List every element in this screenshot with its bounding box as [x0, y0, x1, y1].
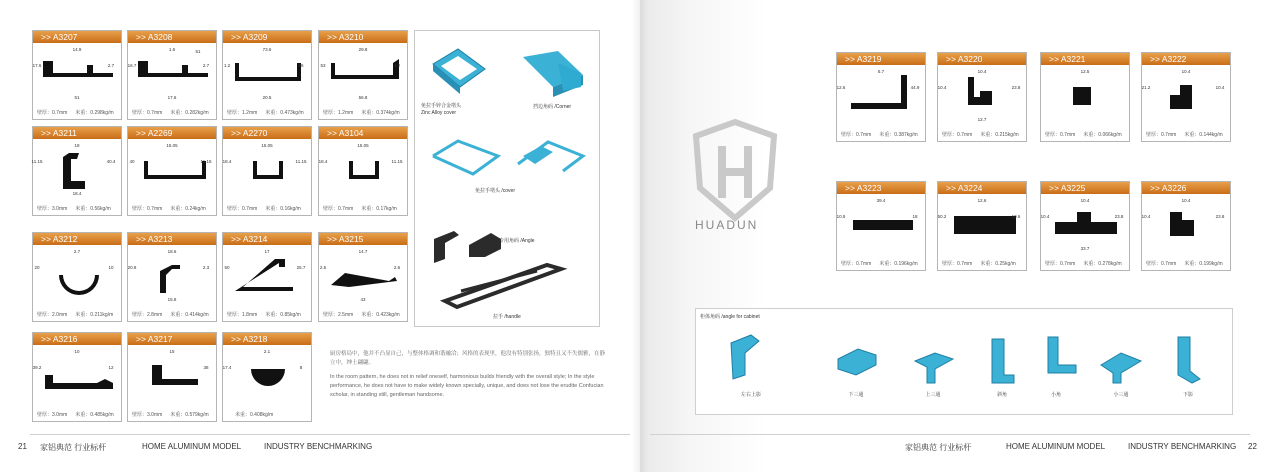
profile-section-shape [331, 59, 399, 79]
meter-weight: 米重：0.56kg/m [75, 206, 111, 212]
right-footer-zh: 家铝典范 行业标杆 [905, 443, 972, 452]
cabinet-angle-image [905, 331, 961, 387]
zinc-cover-label: 免拉手锌合金堵头 Zinc Alloy cover [421, 103, 462, 116]
meter-weight: 米重：0.423kg/m [361, 312, 400, 318]
dimension-label: 10.6 [1011, 214, 1021, 219]
profile-specs [1041, 131, 1129, 138]
cabinet-angle-image [1028, 331, 1084, 387]
dimension-label: 11.15 [200, 159, 212, 164]
profile-specs [223, 311, 311, 318]
profile-card-a3221 [1040, 52, 1130, 142]
right-footer-en1: HOME ALUMINUM MODEL [1006, 442, 1106, 451]
profile-section-shape [1055, 212, 1117, 234]
meter-weight: 米重：0.85kg/m [265, 312, 301, 318]
dimension-label: 73.6 [262, 47, 272, 52]
profile-section-diagram [319, 139, 409, 201]
handle-label: 拉手 /handle [493, 314, 521, 320]
dimension-label: 11.15 [391, 159, 403, 164]
profile-section-shape [235, 63, 301, 81]
dimension-label: 66 [298, 63, 304, 68]
meter-weight: 米重：0.199kg/m [1184, 261, 1223, 267]
dimension-label: 10.4 [1040, 214, 1050, 219]
dimension-label: 10 [74, 349, 80, 354]
profile-code: >> A3207 [33, 31, 121, 43]
dimension-label: 38 [203, 365, 209, 370]
cabinet-angle-image [828, 331, 884, 387]
profile-specs [938, 131, 1026, 138]
profile-section-shape [59, 275, 99, 295]
profile-section-diagram [128, 139, 218, 201]
dimension-label: 10.4 [937, 85, 947, 90]
dimension-label: 10.4 [1215, 85, 1225, 90]
profile-section-shape [1073, 87, 1091, 105]
profile-code: >> A3226 [1142, 182, 1230, 194]
left-footer-en1: HOME ALUMINUM MODEL [142, 442, 242, 451]
dimension-label: 17.6 [167, 95, 177, 100]
profile-specs [33, 311, 121, 318]
profile-specs [319, 205, 407, 212]
profile-specs [938, 260, 1026, 267]
dimension-label: 39.4 [876, 198, 886, 203]
meter-weight: 米重：0.485kg/m [75, 412, 114, 418]
dimension-label: 33.7 [1080, 246, 1090, 251]
wall-thickness: 壁厚：3.0mm [37, 412, 68, 418]
dimension-label: 12 [108, 365, 114, 370]
meter-weight: 米重：0.144kg/m [1184, 132, 1223, 138]
dimension-label: 1.2 [223, 63, 231, 68]
profile-specs [1041, 260, 1129, 267]
dimension-label: 1.6 [168, 47, 176, 52]
profile-card-a3104 [318, 126, 408, 216]
meter-weight: 米重：0.17kg/m [361, 206, 397, 212]
profile-card-a3213 [127, 232, 217, 322]
profile-section-diagram [837, 65, 927, 127]
profile-section-shape [853, 220, 913, 230]
dimension-label: 15.05 [357, 143, 369, 148]
profile-section-diagram [1041, 65, 1131, 127]
dimension-label: 26.7 [296, 265, 306, 270]
profile-section-diagram [223, 43, 313, 105]
profile-section-diagram [319, 43, 409, 105]
profile-code: >> A3215 [319, 233, 407, 245]
cabinet-angle-label: 下三通 [848, 392, 864, 398]
profile-section-shape [63, 153, 85, 189]
profile-specs [223, 109, 311, 116]
dimension-label: 11.15 [31, 159, 43, 164]
meter-weight: 米重：0.473kg/m [265, 110, 304, 116]
cabinet-angle-label: 斜角 [996, 392, 1008, 398]
cabinet-angle-image [974, 331, 1030, 387]
wall-thickness: 壁厚：0.7mm [1146, 132, 1177, 138]
meter-weight: 米重：0.25kg/m [980, 261, 1016, 267]
left-page-number: 21 [18, 442, 27, 451]
dimension-label: 5.7 [877, 69, 885, 74]
profile-section-shape [45, 375, 113, 389]
meter-weight: 米重：0.278kg/m [1083, 261, 1122, 267]
wall-thickness: 壁厚：0.7mm [1045, 132, 1076, 138]
profile-section-diagram [1142, 194, 1232, 256]
dimension-label: 20.5 [262, 95, 272, 100]
profile-card-a3214 [222, 232, 312, 322]
dimension-label: 2.7 [73, 249, 81, 254]
dimension-label: 16.7 [127, 63, 137, 68]
dimension-label: 43 [360, 297, 366, 302]
profile-specs [128, 411, 216, 418]
dimension-label: 2.6 [393, 265, 401, 270]
profile-card-a3222 [1141, 52, 1231, 142]
dimension-label: 21.2 [1141, 85, 1151, 90]
profile-card-a3212 [32, 232, 122, 322]
profile-code: >> A3216 [33, 333, 121, 345]
profile-card-a3217 [127, 332, 217, 422]
wall-thickness: 壁厚：2.8mm [132, 312, 163, 318]
profile-card-a3219 [836, 52, 926, 142]
dimension-label: 14.7 [358, 249, 368, 254]
meter-weight: 米重：0.408kg/m [235, 412, 274, 418]
profile-card-a3216 [32, 332, 122, 422]
dimension-label: 12.6 [836, 85, 846, 90]
wall-thickness: 壁厚：0.7mm [1146, 261, 1177, 267]
profile-section-shape [331, 273, 397, 287]
profile-card-a3208 [127, 30, 217, 120]
dimension-label: 29.8 [358, 47, 368, 52]
profile-section-diagram [128, 345, 218, 407]
profile-specs [33, 411, 121, 418]
dimension-label: 18.4 [72, 191, 82, 196]
cabinet-angle-image [1093, 331, 1149, 387]
meter-weight: 米重：0.298kg/m [75, 110, 114, 116]
profile-card-a3224 [937, 181, 1027, 271]
profile-section-shape [1170, 212, 1194, 236]
wall-thickness: 壁厚：1.2mm [323, 110, 354, 116]
profile-code: >> A3218 [223, 333, 311, 345]
profile-code: >> A3219 [837, 53, 925, 65]
wall-thickness: 壁厚：2.5mm [323, 312, 354, 318]
cabinet-angle-label: 下影 [1182, 392, 1194, 398]
dimension-label: 17 [264, 249, 270, 254]
profile-section-shape [253, 161, 283, 179]
profile-card-a2270 [222, 126, 312, 216]
cabinet-angle-title: 柜体角码 /angle for cabinet [700, 314, 760, 320]
dimension-label: 2.5 [319, 265, 327, 270]
cover-image [423, 126, 593, 186]
profile-code: >> A3222 [1142, 53, 1230, 65]
profile-section-shape [954, 216, 1016, 234]
profile-section-shape [144, 161, 206, 179]
profile-section-shape [138, 61, 208, 77]
dimension-label: 2.3 [202, 265, 210, 270]
profile-card-a3223 [836, 181, 926, 271]
meter-weight: 米重：0.374kg/m [361, 110, 400, 116]
dimension-label: 17.6 [32, 63, 42, 68]
dimension-label: 2.7 [107, 63, 115, 68]
dimension-label: 51 [195, 49, 201, 54]
profile-section-diagram [33, 43, 123, 105]
meter-weight: 米重：0.215kg/m [980, 132, 1019, 138]
cover-label: 免拉手堵头 /cover [475, 188, 516, 194]
meter-weight: 米重：0.196kg/m [879, 261, 918, 267]
dimension-label: 40.4 [106, 159, 116, 164]
profile-code: >> A3221 [1041, 53, 1129, 65]
dimension-label: 39.2 [32, 365, 42, 370]
wall-thickness: 壁厚：3.0mm [37, 206, 68, 212]
dimension-label: 15.05 [166, 143, 178, 148]
dimension-label: 15.05 [261, 143, 273, 148]
dimension-label: 18.4 [222, 159, 232, 164]
dimension-label: 15.8 [167, 297, 177, 302]
brand-wordmark: HUADUN [695, 218, 759, 232]
profile-section-diagram [1142, 65, 1232, 127]
meter-weight: 米重：0.16kg/m [265, 206, 301, 212]
dimension-label: 40 [129, 159, 135, 164]
wall-thickness: 壁厚：0.7mm [841, 261, 872, 267]
wall-thickness: 壁厚：0.7mm [37, 110, 68, 116]
accessories-panel [414, 30, 600, 327]
profile-section-diagram [223, 245, 313, 307]
dimension-label: 50.2 [937, 214, 947, 219]
wall-thickness: 壁厚：0.7mm [942, 261, 973, 267]
profile-section-shape [43, 61, 113, 77]
profile-card-a3225 [1040, 181, 1130, 271]
wall-thickness: 壁厚：0.7mm [1045, 261, 1076, 267]
profile-card-a3207 [32, 30, 122, 120]
profile-section-diagram [128, 43, 218, 105]
dimension-label: 2.1 [263, 349, 271, 354]
profile-specs [128, 205, 216, 212]
dimension-label: 56.8 [358, 95, 368, 100]
profile-section-shape [152, 365, 198, 385]
profile-code: >> A3104 [319, 127, 407, 139]
profile-specs [837, 260, 925, 267]
dimension-label: 23.8 [1011, 85, 1021, 90]
meter-weight: 米重：0.24kg/m [170, 206, 206, 212]
right-footer-rule [650, 434, 1250, 435]
cabinet-angle-label: 小三通 [1113, 392, 1129, 398]
profile-card-a3220 [937, 52, 1027, 142]
description-zh: 厨房格局中，他并不凸显自己，与整体格调和谐融洽；风格的表现里，他没有特别张扬，独特且又不失儒雅，在静立中，绅士翩翩。 [330, 351, 606, 366]
dimension-label: 14.9 [72, 47, 82, 52]
profile-specs [128, 109, 216, 116]
dimension-label: 17.4 [222, 365, 232, 370]
description [330, 350, 610, 405]
profile-specs [319, 311, 407, 318]
profile-specs [223, 411, 311, 418]
profile-section-diagram [837, 194, 927, 256]
wall-thickness: 壁厚：1.8mm [227, 312, 258, 318]
cabinet-angle-image [723, 331, 779, 387]
profile-specs [1142, 260, 1230, 267]
profile-code: >> A3212 [33, 233, 121, 245]
dimension-label: 23.8 [1114, 214, 1124, 219]
profile-specs [33, 109, 121, 116]
profile-specs [33, 205, 121, 212]
profile-code: >> A3211 [33, 127, 121, 139]
meter-weight: 米重：0.211kg/m [75, 312, 114, 318]
profile-code: >> A3220 [938, 53, 1026, 65]
profile-section-diagram [1041, 194, 1131, 256]
dimension-label: 10.5 [836, 214, 846, 219]
left-footer-zh: 家铝典范 行业标杆 [40, 443, 107, 452]
handle-image [437, 261, 567, 311]
zinc-cover-image [423, 39, 493, 109]
profile-specs [128, 311, 216, 318]
left-footer-rule [30, 434, 630, 435]
description-en: In the room pattern, he does not in relief oneself, harmonious builds friendly with the overall style; In the style performance, he does not have to make widely known specially, unique, and does not lose the erudite Confucian scholar, in standing still, gentleman handsome. [330, 374, 604, 398]
wall-thickness: 壁厚：0.7mm [323, 206, 354, 212]
profile-specs [1142, 131, 1230, 138]
dimension-label: 18 [912, 214, 918, 219]
profile-specs [837, 131, 925, 138]
dimension-label: 15 [169, 349, 175, 354]
dimension-label: 12.7 [977, 117, 987, 122]
profile-code: >> A3208 [128, 31, 216, 43]
profile-code: >> A3225 [1041, 182, 1129, 194]
dimension-label: 2.7 [202, 63, 210, 68]
profile-section-diagram [938, 194, 1028, 256]
dimension-label: 18.4 [318, 159, 328, 164]
profile-specs [319, 109, 407, 116]
cabinet-angle-panel [695, 308, 1233, 415]
profile-section-diagram [223, 345, 313, 407]
profile-section-shape [851, 75, 907, 109]
wall-thickness: 壁厚：0.7mm [942, 132, 973, 138]
profile-section-shape [1170, 85, 1192, 109]
meter-weight: 米重：0.579kg/m [170, 412, 209, 418]
cabinet-angle-label: 左右上影 [740, 392, 762, 398]
left-footer-en2: INDUSTRY BENCHMARKING [264, 442, 373, 451]
profile-section-shape [349, 161, 379, 179]
profile-section-diagram [223, 139, 313, 201]
right-footer-en2: INDUSTRY BENCHMARKING [1128, 442, 1237, 451]
right-page-number: 22 [1248, 442, 1257, 451]
profile-code: >> A3214 [223, 233, 311, 245]
profile-card-a3211 [32, 126, 122, 216]
dimension-label: 18.6 [167, 249, 177, 254]
dimension-label: 20.8 [127, 265, 137, 270]
cabinet-angle-label: 小角 [1050, 392, 1062, 398]
meter-weight: 米重：0.414kg/m [170, 312, 209, 318]
profile-card-a3215 [318, 232, 408, 322]
meter-weight: 米重：0.282kg/m [170, 110, 209, 116]
profile-card-a3209 [222, 30, 312, 120]
dimension-label: 10.4 [1181, 69, 1191, 74]
profile-code: >> A3217 [128, 333, 216, 345]
dimension-label: 12.5 [1080, 69, 1090, 74]
dimension-label: 51 [74, 95, 80, 100]
wall-thickness: 壁厚：0.7mm [841, 132, 872, 138]
profile-section-diagram [938, 65, 1028, 127]
dimension-label: 8 [299, 365, 303, 370]
dimension-label: 12.6 [977, 198, 987, 203]
wall-thickness: 壁厚：1.2mm [227, 110, 258, 116]
profile-section-diagram [33, 345, 123, 407]
dimension-label: 11.15 [295, 159, 307, 164]
profile-code: >> A3209 [223, 31, 311, 43]
profile-section-shape [251, 369, 285, 386]
dimension-label: 10 [108, 265, 114, 270]
meter-weight: 米重：0.066kg/m [1083, 132, 1122, 138]
wall-thickness: 壁厚：3.0mm [132, 412, 163, 418]
corner-image [513, 45, 593, 105]
angle-label: 专用角码 /Angle [499, 238, 535, 244]
wall-thickness: 壁厚：0.7mm [132, 110, 163, 116]
dimension-label: 10.4 [977, 69, 987, 74]
profile-card-a3218 [222, 332, 312, 422]
meter-weight: 米重：0.387kg/m [879, 132, 918, 138]
cabinet-angle-image [1160, 331, 1216, 387]
profile-code: >> A3224 [938, 182, 1026, 194]
profile-section-shape [235, 259, 293, 291]
profile-section-shape [968, 77, 992, 105]
profile-code: >> A2270 [223, 127, 311, 139]
profile-code: >> A3210 [319, 31, 407, 43]
dimension-label: 20 [34, 265, 40, 270]
dimension-label: 10.4 [1141, 214, 1151, 219]
wall-thickness: 壁厚：0.7mm [132, 206, 163, 212]
profile-section-diagram [319, 245, 409, 307]
dimension-label: 50 [224, 265, 230, 270]
wall-thickness: 壁厚：2.0mm [37, 312, 68, 318]
corner-label: 挡边角码 /Corner [533, 104, 572, 110]
profile-code: >> A2269 [128, 127, 216, 139]
dimension-label: 10.4 [1080, 198, 1090, 203]
dimension-label: 23.8 [1215, 214, 1225, 219]
dimension-label: 44.9 [910, 85, 920, 90]
profile-code: >> A3223 [837, 182, 925, 194]
wall-thickness: 壁厚：0.7mm [227, 206, 258, 212]
dimension-label: 18 [74, 143, 80, 148]
dimension-label: 53 [320, 63, 326, 68]
profile-section-diagram [128, 245, 218, 307]
profile-code: >> A3213 [128, 233, 216, 245]
profile-specs [223, 205, 311, 212]
profile-card-a3226 [1141, 181, 1231, 271]
page-gutter [632, 0, 648, 472]
cabinet-angle-label: 上三通 [925, 392, 941, 398]
profile-section-diagram [33, 245, 123, 307]
profile-card-a2269 [127, 126, 217, 216]
profile-section-diagram [33, 139, 123, 201]
dimension-label: 4.2 [393, 63, 401, 68]
profile-card-a3210 [318, 30, 408, 120]
dimension-label: 10.4 [1181, 198, 1191, 203]
profile-section-shape [160, 265, 180, 293]
